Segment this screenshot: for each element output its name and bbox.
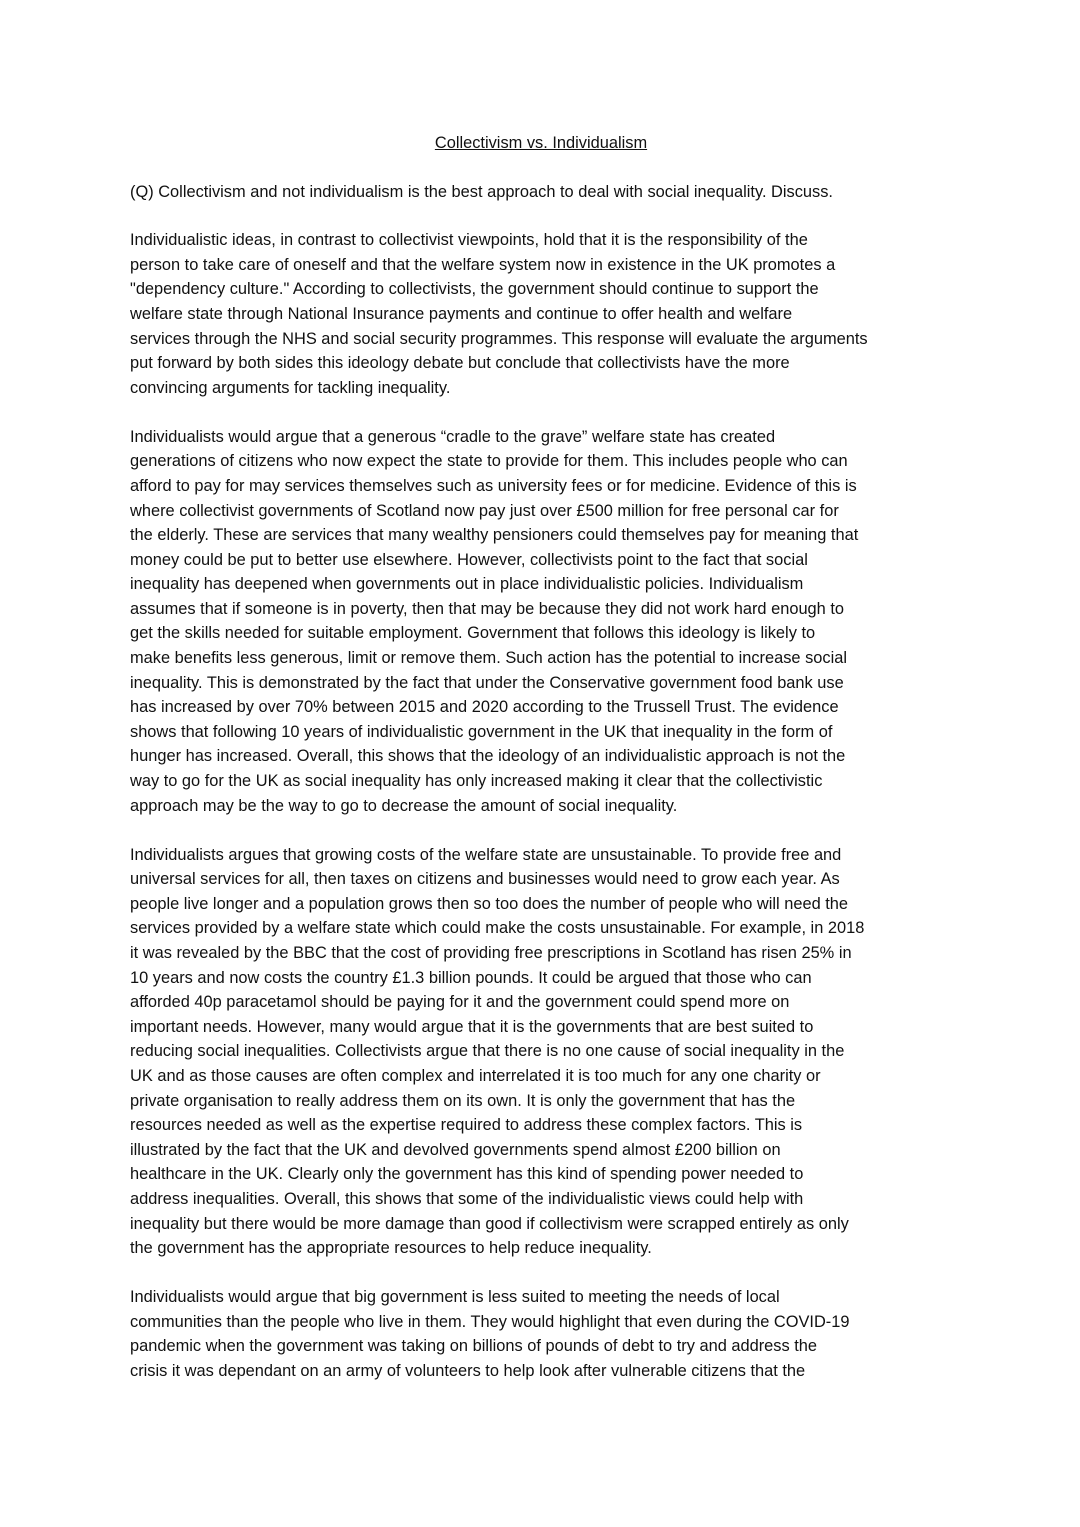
paragraph-line: afford to pay for may services themselves such as university fees or for medicine. Evidence of this is (130, 476, 857, 495)
paragraph-line: 10 years and now costs the country £1.3 billion pounds. It could be argued that those who can (130, 968, 812, 987)
essay-paragraph (130, 843, 952, 1261)
document-body (130, 131, 952, 1408)
paragraph-line: pandemic when the government was taking on billions of pounds of debt to try and address the (130, 1337, 818, 1356)
paragraph-line: UK and as those causes are often complex and interrelated it is too much for any one charity or (130, 1066, 821, 1085)
paragraph-line: person to take care of oneself and that the welfare system now in existence in the UK promotes a (130, 255, 836, 274)
paragraph-line: universal services for all, then taxes on citizens and businesses would need to grow each year. As (130, 870, 840, 889)
paragraph-line: assumes that if someone is in poverty, then that may be because they did not work hard enough to (130, 599, 845, 618)
paragraph-line: crisis it was dependant on an army of volunteers to help look after vulnerable citizens that the (130, 1361, 806, 1380)
paragraph-line: healthcare in the UK. Clearly only the government has this kind of spending power needed to (130, 1165, 804, 1184)
paragraph-line: private organisation to really address them on its own. It is only the government that has the (130, 1091, 796, 1110)
paragraph-line: generations of citizens who now expect the state to provide for them. This includes people who can (130, 452, 848, 471)
paragraph-line: inequality but there would be more damage than good if collectivism were scrapped entirely as only (130, 1214, 849, 1233)
paragraph-line: where collectivist governments of Scotland now pay just over £500 million for free personal car for (130, 501, 839, 520)
essay-paragraph (130, 228, 952, 400)
paragraph-line: "dependency culture." According to collectivists, the government should continue to support the (130, 280, 819, 299)
paragraph-line: hunger has increased. Overall, this shows that the ideology of an individualistic approach is not the (130, 747, 846, 766)
essay-paragraph (130, 425, 952, 819)
paragraph-line: Individualistic ideas, in contrast to collectivist viewpoints, hold that it is the responsibility of the (130, 231, 808, 250)
paragraph-line: shows that following 10 years of individualistic government in the UK that inequality in the form of (130, 722, 833, 741)
paragraph-line: resources needed as well as the expertise required to address these complex factors. This is (130, 1116, 803, 1135)
document-title: Collectivism vs. Individualism (434, 134, 648, 152)
essay-paragraphs (130, 228, 952, 1383)
paragraph-line: important needs. However, many would argue that it is the governments that are best suited to (130, 1017, 814, 1036)
paragraph-line: Individualists would argue that big government is less suited to meeting the needs of local (130, 1288, 780, 1307)
paragraph-line: illustrated by the fact that the UK and devolved governments spend almost £200 billion on (130, 1140, 781, 1159)
paragraph-line: inequality. This is demonstrated by the fact that under the Conservative government food bank use (130, 673, 844, 692)
paragraph-line: put forward by both sides this ideology debate but conclude that collectivists have the more (130, 354, 790, 373)
paragraph-line: make benefits less generous, limit or remove them. Such action has the potential to increase social (130, 649, 848, 668)
paragraph-line: inequality has deepened when governments out in place individualistic policies. Individualism (130, 575, 804, 594)
paragraph-line: reducing social inequalities. Collectivists argue that there is no one cause of social inequality in the (130, 1042, 845, 1061)
paragraph-line: money could be put to better use elsewhere. However, collectivists point to the fact that social (130, 550, 808, 569)
paragraph-line: afforded 40p paracetamol should be paying for it and the government could spend more on (130, 993, 790, 1012)
paragraph-line: services through the NHS and social security programmes. This response will evaluate the arguments (130, 329, 868, 348)
paragraph-line: it was revealed by the BBC that the cost of providing free prescriptions in Scotland has risen 25% in (130, 944, 852, 962)
paragraph-line: welfare state through National Insurance payments and continue to offer health and welfare (130, 304, 793, 323)
paragraph-line: Individualists would argue that a generous “cradle to the grave” welfare state has created (130, 427, 776, 446)
essay-paragraph (130, 1285, 952, 1383)
paragraph-line: the government has the appropriate resources to help reduce inequality. (130, 1239, 652, 1258)
paragraph-line: people live longer and a population grows then so too does the number of people who will need the (130, 894, 849, 913)
paragraph-line: has increased by over 70% between 2015 and 2020 according to the Trussell Trust. The evidence (130, 698, 839, 717)
paragraph-line: Individualists argues that growing costs of the welfare state are unsustainable. To provide free and (130, 845, 842, 864)
essay-question: (Q) Collectivism and not individualism is the best approach to deal with social inequality. Discuss. (130, 182, 833, 201)
paragraph-line: services provided by a welfare state which could make the costs unsustainable. For example, in 2018 (130, 919, 865, 938)
paragraph-line: approach may be the way to go to decrease the amount of social inequality. (130, 796, 678, 815)
paragraph-line: convincing arguments for tackling inequality. (130, 378, 451, 397)
paragraph-line: the elderly. These are services that many wealthy pensioners could themselves pay for meaning that (130, 526, 859, 545)
paragraph-line: address inequalities. Overall, this shows that some of the individualistic views could help with (130, 1189, 804, 1208)
paragraph-line: communities than the people who live in them. They would highlight that even during the COVID-19 (130, 1312, 850, 1331)
paragraph-line: way to go for the UK as social inequality has only increased making it clear that the collectivistic (130, 772, 823, 791)
paragraph-line: get the skills needed for suitable employment. Government that follows this ideology is likely to (130, 624, 816, 643)
